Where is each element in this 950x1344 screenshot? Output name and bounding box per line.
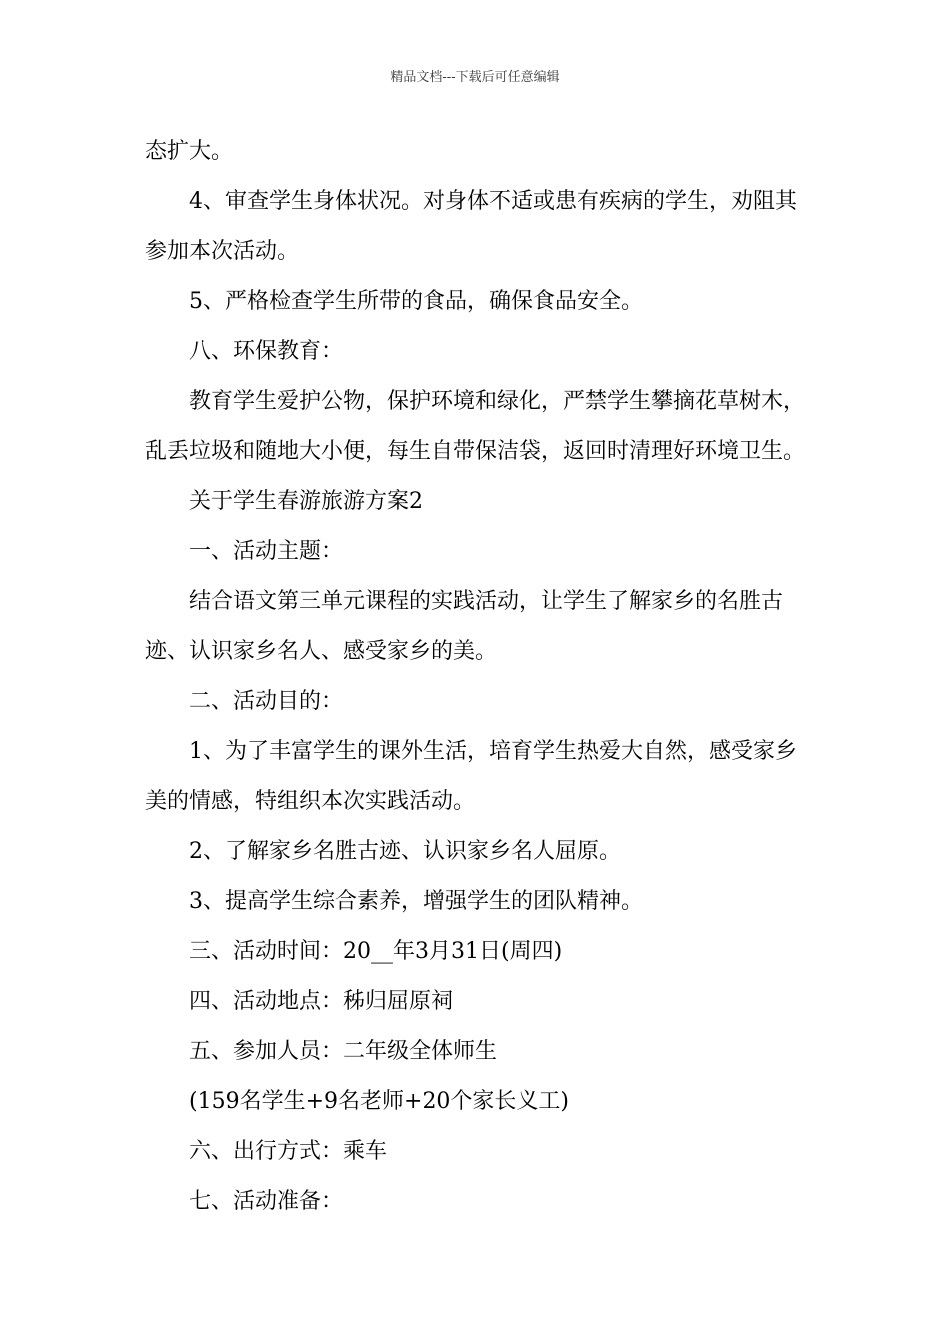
section-heading: 二、活动目的： [189, 689, 344, 714]
paragraph-line: 参加本次活动。 [145, 239, 300, 264]
section-heading: 四、活动地点：秭归屈原祠 [189, 989, 454, 1014]
section-heading: 六、出行方式：乘车 [189, 1139, 388, 1164]
paragraph-line: 4、审查学生身体状况。对身体不适或患有疾病的学生，劝阻其 [189, 189, 797, 214]
paragraph-line: 结合语文第三单元课程的实践活动，让学生了解家乡的名胜古 [189, 589, 784, 614]
paragraph-line: 乱丢垃圾和随地大小便，每生自带保洁袋，返回时清理好环境卫生。 [145, 439, 806, 464]
paragraph-line: 1、为了丰富学生的课外生活，培育学生热爱大自然，感受家乡 [189, 739, 797, 764]
section-heading: 八、环保教育： [189, 339, 344, 364]
section-heading: 五、参加人员：二年级全体师生 [189, 1039, 498, 1064]
paragraph-line: (159名学生+9名老师+20个家长义工) [189, 1089, 570, 1114]
paragraph-line: 态扩大。 [145, 139, 234, 164]
section-heading: 七、活动准备： [189, 1189, 344, 1214]
paragraph-line: 3、提高学生综合素养，增强学生的团队精神。 [189, 889, 643, 914]
document-title: 关于学生春游旅游方案2 [189, 489, 423, 514]
paragraph-line: 美的情感，特组织本次实践活动。 [145, 789, 476, 814]
paragraph-line: 2、了解家乡名胜古迹、认识家乡名人屈原。 [189, 839, 621, 864]
section-heading: 一、活动主题： [189, 539, 344, 564]
paragraph-line: 迹、认识家乡名人、感受家乡的美。 [145, 639, 498, 664]
section-heading: 三、活动时间：20__年3月31日(周四) [189, 939, 563, 964]
paragraph-line: 5、严格检查学生所带的食品，确保食品安全。 [189, 289, 643, 314]
page-header: 精品文档---下载后可任意编辑 [390, 70, 560, 85]
paragraph-line: 教育学生爱护公物，保护环境和绿化，严禁学生攀摘花草树木， [189, 389, 806, 414]
